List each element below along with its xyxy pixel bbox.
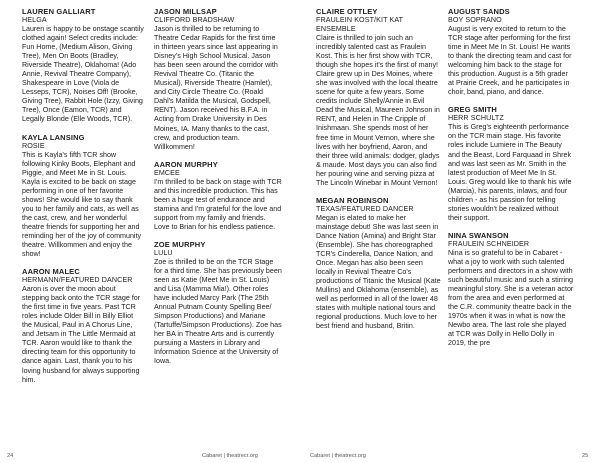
performer-role: LULU [154, 248, 173, 257]
bio-entry [154, 160, 282, 232]
bio-entry [154, 240, 282, 367]
bio-entry [316, 196, 441, 332]
performer-bio: Lauren is happy to be onstage scantily clothed again! Select credits include: Fun Home, (Medium Alison, Giving Tree), Men On Boots (Bradley, Riverside Theatre), Oklahoma! (Ado Annie, Revival Theatre Company), Shakespeare in Love (Viola de Lesseps, TCR), Noises Off! (Brooke, Giving Tree), Rabbit Hole (Izzy, Giving Tree), Once (Eamon, TCR) and Legally Blonde (Elle Woods, TCR). [22, 25, 144, 124]
performer-bio: Aaron is over the moon about stepping back onto the TCR stage for the first time in five years. Past TCR roles include Older Bill in Billy Elliot the Musical, Paul in A Chorus Line, and Jetsam in The Little Mermaid at TCR. Aaron would like to thank the directing team for this opportunity to dance again. Last, thank you to his loving husband for always supporting him. [22, 285, 141, 384]
page-number: 24 [7, 453, 14, 459]
bio-entry [316, 7, 441, 188]
performer-name: ZOE MURPHY [154, 239, 206, 249]
performer-role: EMCEE [154, 168, 180, 177]
performer-name: KAYLA LANSING [22, 132, 85, 142]
performer-role: TEXAS/FEATURED DANCER [316, 204, 414, 213]
performer-name: MEGAN ROBINSON [316, 195, 389, 205]
performer-name: NINA SWANSON [448, 230, 509, 240]
performer-name: LAUREN GALLIART [22, 7, 96, 16]
performer-name: AARON MALEC [22, 267, 80, 277]
bio-column [448, 7, 574, 356]
performer-name: GREG SMITH [448, 105, 498, 115]
footer-credit: Cabaret | theatrecr.org [202, 453, 258, 459]
performer-role: ROSIE [22, 141, 45, 150]
bio-entry [22, 267, 144, 385]
performer-bio: Zoe is thrilled to be on the TCR Stage for a third time. She has previously been seen as Katie (Meet Me in St. Louis) and Lisa (Mamma Mia!). Other roles have included Marcy Park (The 25th Annual Putnam County Spelling Bee/ Simpson Productions) and Mariane (Tartuffe/Simpson Productions). Zoe has her BA in Theatre Arts and is currently pursuing a Masters in Library and Information Science at the University of Iowa. [154, 257, 282, 366]
performer-role: HERMANN/FEATURED DANCER [22, 276, 133, 285]
bio-entry [448, 105, 574, 223]
performer-role: FRAULEIN KOST/KIT KAT ENSEMBLE [316, 16, 404, 33]
performer-bio: I'm thrilled to be back on stage with TCR and this incredible production. This has been a huge test of endurance and stamina and I'm grateful for the love and support from my family and friends. Love to Brian for his endless patience. [154, 177, 282, 231]
performer-name: AUGUST SANDS [448, 7, 510, 16]
performer-role: BOY SOPRANO [448, 16, 502, 24]
performer-bio: Jason is thrilled to be returning to Theatre Cedar Rapids for the first time in thirteen years since last appearing in Disney's High School Musical. Jason has been seen around the corridor with Revival Theatre Co. (Titanic the Musical), Riverside Theatre (Hamlet), and City Circle Theatre Co. (Roald Dahl's Matilda the Musical, Godspell, RENT). Jason received his B.F.A. in Acting from Drake University in Des Moines, IA. Many thanks to the cast, crew, and production team. Willkommen! [154, 25, 278, 151]
footer-credit: Cabaret | theatrecr.org [310, 453, 366, 459]
performer-bio: Nina is so grateful to be in Cabaret - what a joy to work with such talented performers and directors in a show with such beautiful music and such a stirring meaningful story. She is a veteran actor from the area and even performed at the C.R. community theatre back in the 1970s when it was in what is now the Newbo area. The last role she played at TCR was Dolly in Hello Dolly in 2019, the pre [448, 248, 574, 348]
performer-bio: This is Kayla's fifth TCR show following Kinky Boots, Elephant and Piggie, and Meet Me in St. Louis. Kayla is excited to be back on stage performing in one of her favorite shows! She would like to say thank you to her family and cats, as well as the cast, crew, and her wonderful theatre friends for supporting her and reminding her of the joy of community theatre. Willkommen and enjoy the show! [22, 150, 142, 259]
performer-role: HELGA [22, 16, 47, 24]
bio-entry [22, 133, 144, 260]
performer-bio: August is very excited to return to the TCR stage after performing for the first time in Meet Me In St. Louis! He wants to thank the directing team and cast for welcoming him back to the stage for this production. August is a 5th grader at Prairie Creek, and he participates in choir, band, piano, and dance. [448, 25, 572, 97]
bio-entry [448, 231, 574, 349]
right-page [300, 0, 600, 463]
bio-column [22, 7, 144, 393]
bio-column [316, 7, 441, 339]
bio-column [154, 7, 282, 375]
performer-bio: Claire is thrilled to join such an incredibly talented cast as Fraulein Kost. This is her first show with TCR, though she hopes it's the first of many! Claire grew up in Des Moines, where she was involved with the local theatre scene for quite a few years. Some credits include Shelly/Annie in Evil Dead the Musical, Maureen Johnson in RENT, and Helen in The Cripple of Inishmaan. She spends most of her free time in Mount Vernon, where she lives with her boyfriend, Aaron, and their three wild animals: dodger, gladys & maude. Most days you can also find her pouring wine and serving pizza at The Lincoln Winebar in Mount Vernon! [316, 34, 440, 187]
performer-bio: This is Greg's eighteenth performance on the TCR main stage. His favorite roles include Lumiere in The Beauty and the Beast, Lord Farquaad in Shrek and was last seen as Mr. Smith in the latest production of Meet Me In St. Louis. Greg would like to thank his wife (Marcia), his parents, inlaws, and four children - as his passion for telling stories wouldn't be realized without their support. [448, 123, 572, 222]
performer-role: FRAULEIN SCHNEIDER [448, 239, 530, 248]
performer-name: AARON MURPHY [154, 159, 218, 169]
bio-entry [154, 7, 282, 152]
bio-entry [448, 7, 574, 97]
page-number: 25 [582, 453, 589, 459]
bio-entry [22, 7, 144, 125]
performer-name: JASON MILLSAP [154, 7, 217, 16]
performer-role: CLIFFORD BRADSHAW [154, 16, 235, 24]
performer-name: CLAIRE OTTLEY [316, 7, 378, 16]
performer-role: HERR SCHULTZ [448, 114, 504, 123]
performer-bio: Megan is elated to make her mainstage debut! She was last seen in Dance Nation (Amina) and Bright Star (Ensemble). She has choreographed TCR's Cinderella, Dance Nation, and Once. Megan has also been seen locally in Revival Theatre Co's productions of Titanic the Musical (Kate Mullins) and Oklahoma (ensemble), as well as performed in all of the lower 48 states with multiple national tours and regional productions. Much love to her best friend and husband, Britin. [316, 213, 441, 331]
